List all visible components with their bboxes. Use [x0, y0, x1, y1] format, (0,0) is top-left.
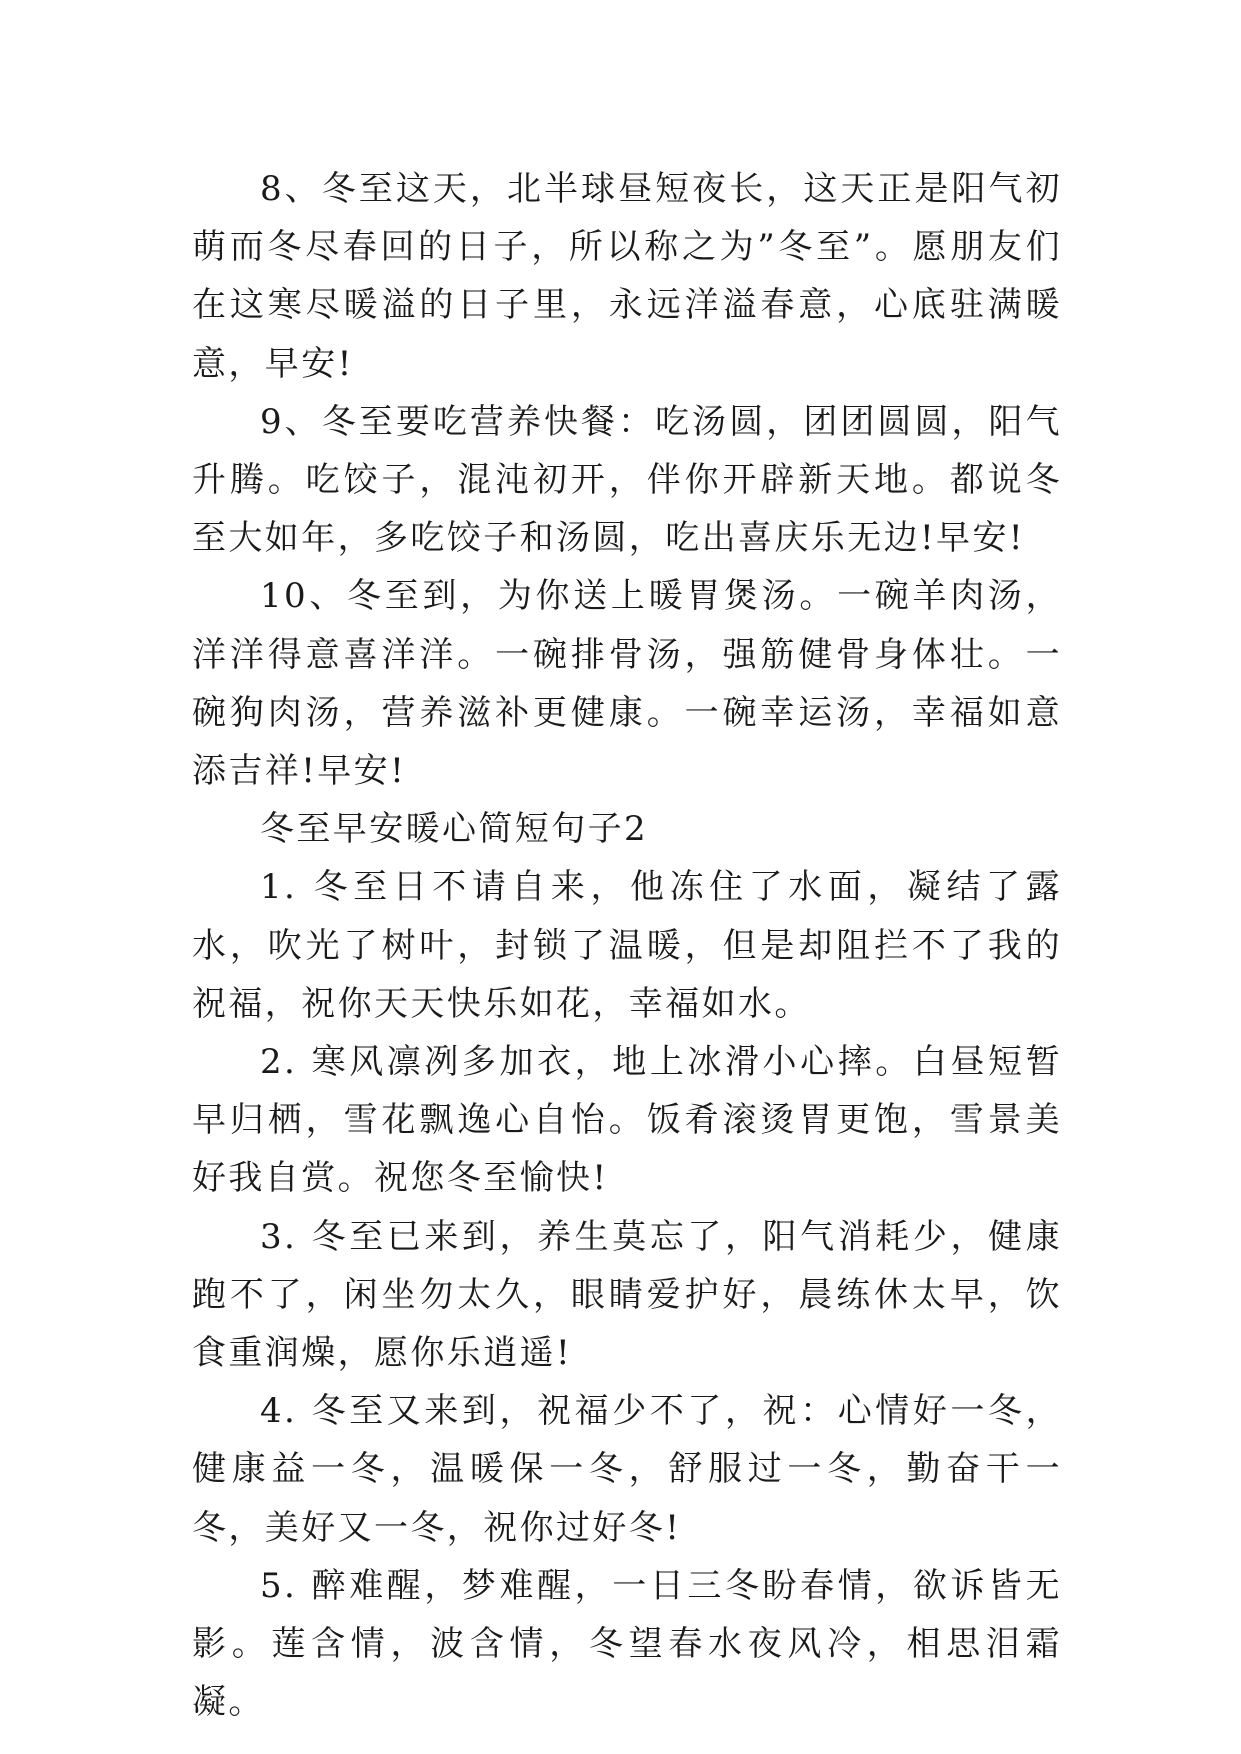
paragraph-s2-4: 4. 冬至又来到，祝福少不了，祝：心情好一冬，健康益一冬，温暖保一冬，舒服过一冬，勤奋干一冬，美好又一冬，祝你过好冬!	[192, 1391, 1062, 1548]
paragraph-s2-2: 2. 寒风凛冽多加衣，地上冰滑小心摔。白昼短暂早归栖，雪花飘逸心自怡。饭肴滚烫胃更饱，雪景美好我自赏。祝您冬至愉快!	[192, 1042, 1062, 1199]
paragraph-s2-5: 5. 醉难醒，梦难醒，一日三冬盼春情，欲诉皆无影。莲含情，波含情，冬望春水夜风冷，相思泪霜凝。	[192, 1565, 1062, 1723]
paragraph-10: 10、冬至到，为你送上暖胃煲汤。一碗羊肉汤，洋洋得意喜洋洋。一碗排骨汤，强筋健骨身体壮。一碗狗肉汤，营养滋补更健康。一碗幸运汤，幸福如意添吉祥!早安!	[192, 576, 1062, 792]
section-heading: 冬至早安暖心简短句子2	[260, 809, 649, 850]
paragraph-s2-3: 3. 冬至已来到，养生莫忘了，阳气消耗少，健康跑不了，闲坐勿太久，眼睛爱护好，晨练休太早，饮食重润燥，愿你乐逍遥!	[192, 1216, 1062, 1374]
paragraph-s2-1: 1. 冬至日不请自来，他冻住了水面，凝结了露水，吹光了树叶，封锁了温暖，但是却阻拦不了我的祝福，祝你天天快乐如花，幸福如水。	[192, 867, 1062, 1024]
document-body	[192, 160, 1062, 1731]
paragraph-9: 9、冬至要吃营养快餐：吃汤圆，团团圆圆，阳气升腾。吃饺子，混沌初开，伴你开辟新天地。都说冬至大如年，多吃饺子和汤圆，吃出喜庆乐无边!早安!	[192, 401, 1062, 559]
paragraph-8: 8、冬至这天，北半球昼短夜长，这天正是阳气初萌而冬尽春回的日子，所以称之为”冬至”。愿朋友们在这寒尽暖溢的日子里，永远洋溢春意，心底驻满暖意，早安!	[192, 169, 1062, 384]
